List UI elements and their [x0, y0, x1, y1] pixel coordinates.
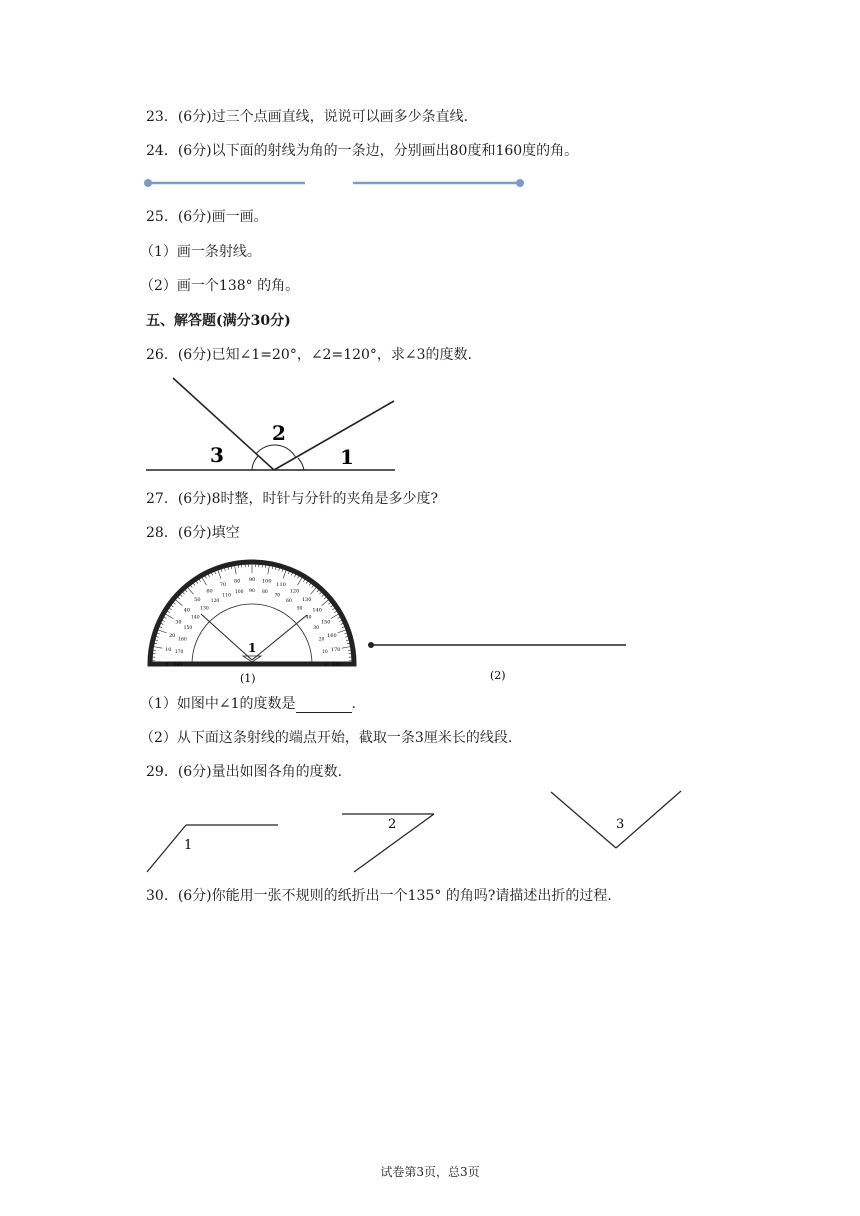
protractor — [148, 562, 356, 668]
protractor-scale-label: 120 — [289, 588, 300, 595]
protractor-scale-label: 110 — [276, 582, 286, 589]
angle-label-2: 2 — [272, 421, 286, 445]
protractor-scale-label: 30 — [175, 619, 182, 626]
protractor-scale-label: 180 — [173, 663, 183, 668]
fig2-label: (2) — [490, 669, 506, 682]
protractor-scale-label: 100 — [234, 590, 244, 596]
angle2-label: 2 — [388, 817, 397, 832]
right-ray — [274, 401, 394, 470]
angle3-label: 3 — [616, 817, 625, 832]
angle-arc-1 — [298, 458, 304, 470]
protractor-scale-label: 130 — [200, 606, 209, 612]
question-25-2: （2）画一个138° 的角。 — [140, 278, 300, 294]
question-28-1-end: . — [351, 696, 356, 712]
protractor-scale-label: 60 — [206, 588, 213, 595]
question-29: 29．(6分)量出如图各角的度数. — [146, 764, 343, 780]
protractor-scale-label: 0 — [165, 662, 169, 668]
question-28-1-text: （1）如图中∠1的度数是 — [140, 696, 296, 712]
protractor-scale-label: 40 — [305, 615, 312, 621]
angle3-left — [551, 792, 616, 848]
question-23: 23．(6分)过三个点画直线，说说可以画多少条直线． — [146, 109, 478, 125]
angle-label-3: 3 — [210, 443, 224, 467]
question-30: 30．(6分)你能用一张不规则的纸折出一个135° 的角吗?请描述出折的过程. — [146, 888, 612, 904]
protractor-scale-label: 50 — [194, 596, 201, 603]
ray-left-endpoint — [144, 179, 152, 187]
protractor-scale-label: 80 — [234, 578, 241, 585]
question-24: 24．(6分)以下面的射线为角的一条边，分别画出80度和160度的角。 — [146, 143, 579, 159]
ray-right-endpoint — [516, 179, 524, 187]
question-25-1: （1）画一条射线。 — [140, 244, 261, 260]
angle3-right — [616, 791, 681, 848]
protractor-scale-label: 60 — [286, 598, 292, 604]
protractor-scale-label: 170 — [174, 650, 184, 656]
protractor-scale-label: 100 — [261, 578, 272, 585]
fig1-label: (1) — [240, 672, 256, 685]
protractor-scale-label: 120 — [210, 598, 220, 604]
protractor-scale-label: 140 — [191, 615, 200, 621]
angle-arc-3 — [252, 456, 258, 470]
protractor-scale-label: 170 — [330, 647, 341, 654]
q29-angles-figure — [140, 786, 700, 878]
protractor-scale-label: 10 — [322, 650, 328, 656]
section-5-title: 五、解答题(满分30分) — [146, 313, 291, 329]
question-28: 28．(6分)填空 — [146, 525, 240, 541]
question-27: 27．(6分)8时整，时针与分针的夹角是多少度? — [146, 491, 439, 507]
answer-blank[interactable] — [296, 698, 352, 713]
protractor-scale-label: 130 — [301, 596, 312, 603]
protractor-scale-label: 20 — [168, 632, 176, 639]
angle-label-1: 1 — [340, 445, 354, 469]
q26-angle-figure — [140, 370, 410, 480]
q28-ray-endpoint — [368, 642, 374, 648]
protractor-scale-label: 70 — [274, 593, 281, 599]
question-25: 25．(6分)画一画。 — [146, 209, 268, 225]
angle-arc-2 — [256, 445, 296, 458]
protractor-scale-label: 0 — [324, 663, 328, 668]
protractor-scale-label: 110 — [222, 593, 231, 599]
q24-rays-figure — [140, 174, 540, 194]
protractor-scale-label: 30 — [313, 626, 319, 631]
protractor-scale-label: 90 — [249, 589, 255, 594]
protractor-scale-label: 140 — [312, 607, 322, 614]
protractor-scale-label: 160 — [178, 637, 187, 643]
protractor-angle-label: 1 — [248, 641, 257, 655]
question-26: 26．(6分)已知∠1=20°，∠2=120°，求∠3的度数． — [146, 347, 482, 363]
protractor-scale-label: 40 — [183, 607, 191, 614]
protractor-scale-label: 160 — [327, 632, 337, 639]
protractor-scale-label: 150 — [183, 626, 193, 631]
protractor-scale-label: 20 — [318, 637, 325, 643]
protractor-scale-label: 80 — [261, 590, 268, 596]
angle1-label: 1 — [184, 838, 193, 853]
protractor-scale-label: 180 — [332, 662, 342, 668]
angle1-side — [147, 825, 186, 872]
question-28-1 — [140, 695, 356, 713]
protractor-scale-label: 50 — [296, 606, 303, 612]
protractor-scale-label: 150 — [320, 619, 331, 626]
protractor-scale-label: 70 — [219, 582, 227, 589]
protractor-scale-label: 10 — [165, 647, 172, 654]
protractor-scale-label: 90 — [248, 577, 256, 583]
q28-figure — [140, 548, 640, 688]
page-footer: 试卷第3页，总3页 — [380, 1165, 480, 1179]
question-28-2: （2）从下面这条射线的端点开始，截取一条3厘米长的线段. — [140, 730, 513, 746]
